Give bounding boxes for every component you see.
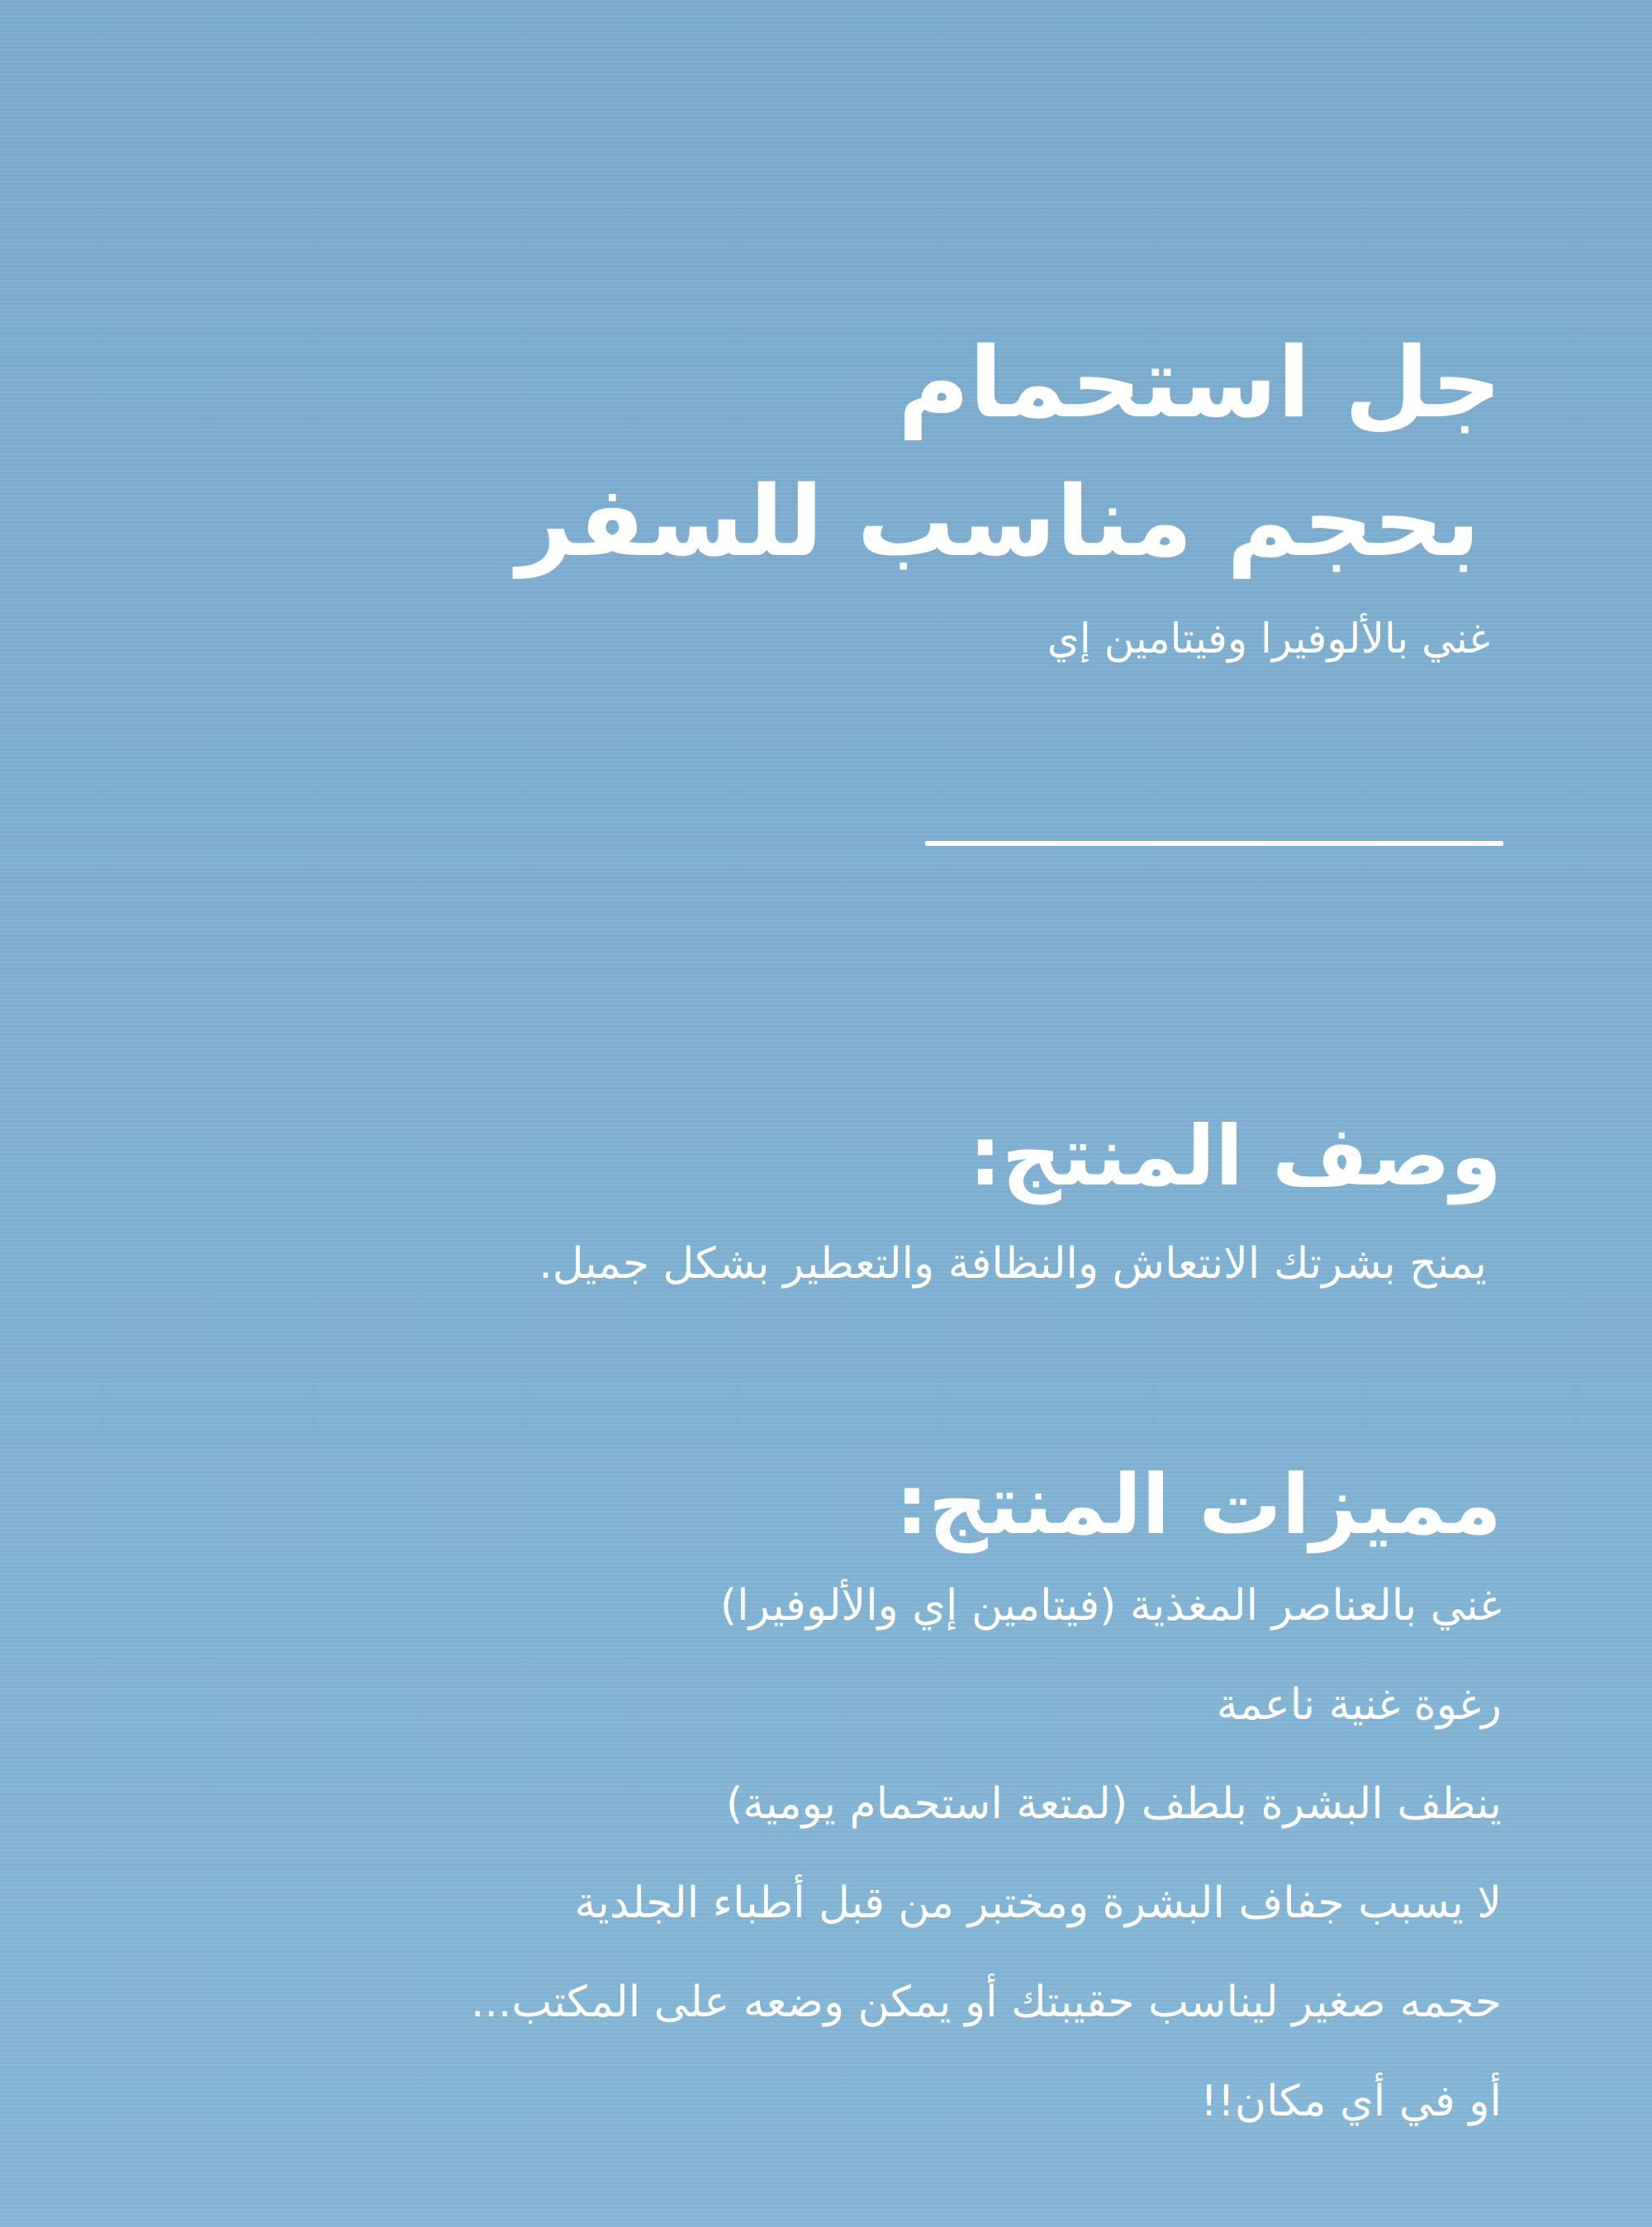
title-line-1: جل استحمام [897, 325, 1502, 439]
feature-item: لا يسبب جفاف البشرة ومختبر من قبل أطباء الجلدية [574, 1878, 1502, 1928]
subtitle: غني بالألوفيرا وفيتامين إي [1047, 615, 1490, 662]
feature-item: غني بالعناصر المغذية (فيتامين إي والألوفيرا) [719, 1581, 1502, 1631]
feature-item: حجمه صغير ليناسب حقيبتك أو يمكن وضعه على المكتب... [470, 1978, 1502, 2027]
feature-item: رغوة غنية ناعمة [1216, 1680, 1502, 1730]
features-list [470, 1581, 1502, 2179]
title-line-2: بحجم مناسب للسفر [516, 464, 1480, 578]
features-heading: مميزات المنتج: [895, 1456, 1502, 1553]
description-text: يمنح بشرتك الانتعاش والنظافة والتعطير بشكل جميل. [539, 1239, 1487, 1289]
divider [925, 841, 1503, 846]
description-heading: وصف المنتج: [968, 1108, 1502, 1204]
feature-item: ينظف البشرة بلطف (لمتعة استحمام يومية) [725, 1779, 1502, 1829]
feature-item: أو في أي مكان!! [1200, 2077, 1502, 2126]
